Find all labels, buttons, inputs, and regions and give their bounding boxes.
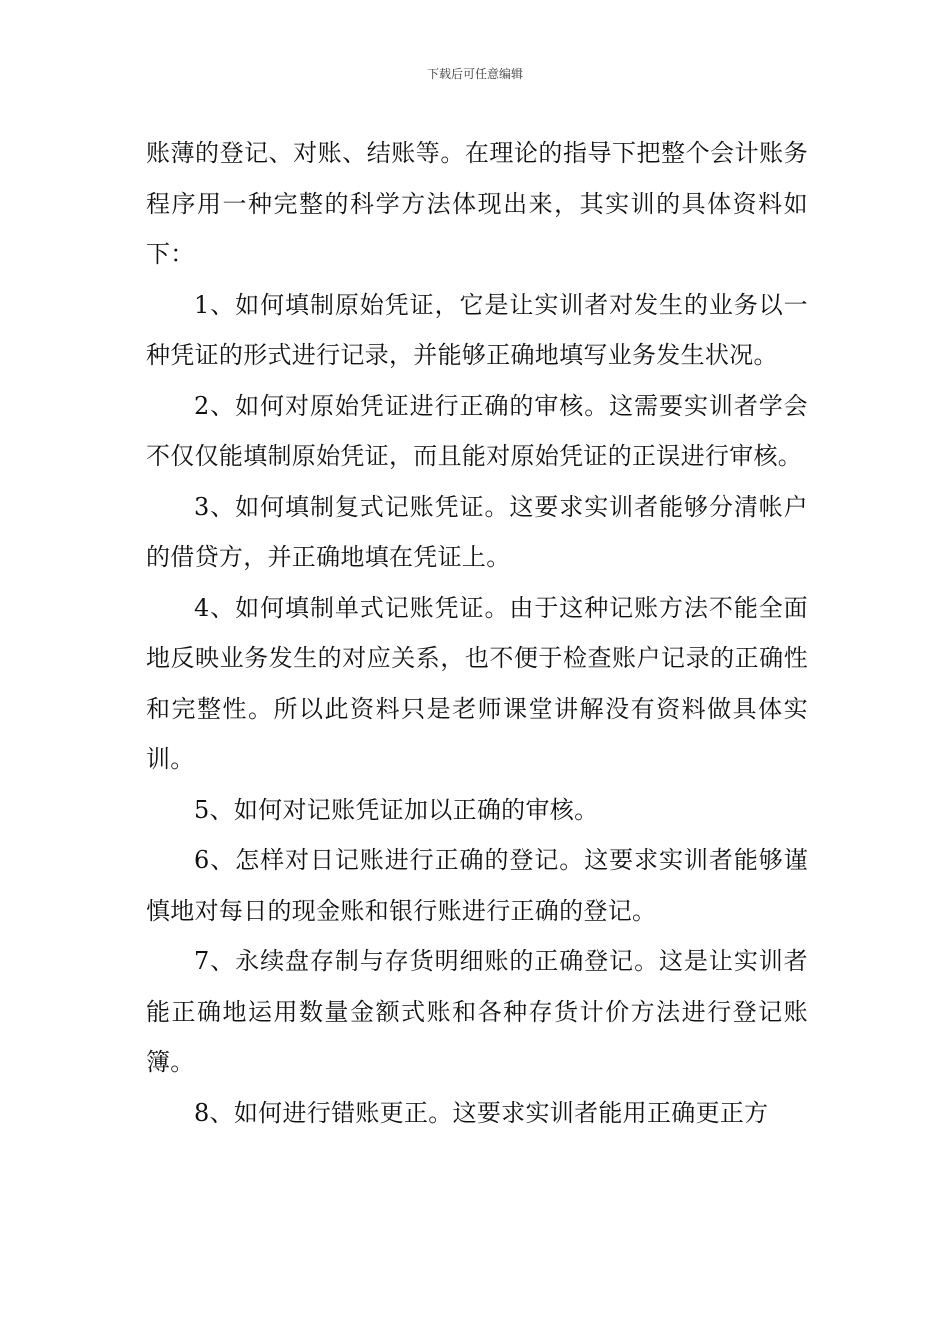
- paragraph-item-3: 3、如何填制复式记账凭证。这要求实训者能够分清帐户的借贷方，并正确地填在凭证上。: [146, 492, 808, 571]
- paragraph-item-7: 7、永续盘存制与存货明细账的正确登记。这是让实训者能正确地运用数量金额式账和各种存货计价方法进行登记账簿。: [146, 947, 808, 1076]
- paragraph-intro: 账薄的登记、对账、结账等。在理论的指导下把整个会计账务程序用一种完整的科学方法体现出来，其实训的具体资料如下：: [146, 139, 808, 268]
- paragraph-item-4: 4、如何填制单式记账凭证。由于这种记账方法不能全面地反映业务发生的对应关系，也不便于检查账户记录的正确性和完整性。所以此资料只是老师课堂讲解没有资料做具体实训。: [146, 593, 808, 773]
- document-body: [146, 128, 808, 1138]
- page-header: 下载后可任意编辑: [426, 67, 523, 81]
- paragraph-item-1: 1、如何填制原始凭证，它是让实训者对发生的业务以一种凭证的形式进行记录，并能够正确地填写业务发生状况。: [146, 290, 808, 369]
- paragraph-item-2: 2、如何对原始凭证进行正确的审核。这需要实训者学会不仅仅能填制原始凭证，而且能对原始凭证的正误进行审核。: [146, 391, 808, 470]
- paragraph-item-6: 6、怎样对日记账进行正确的登记。这要求实训者能够谨慎地对每日的现金账和银行账进行正确的登记。: [146, 846, 808, 925]
- paragraph-item-5: 5、如何对记账凭证加以正确的审核。: [194, 795, 599, 824]
- paragraph-item-8: 8、如何进行错账更正。这要求实训者能用正确更正方: [194, 1098, 769, 1127]
